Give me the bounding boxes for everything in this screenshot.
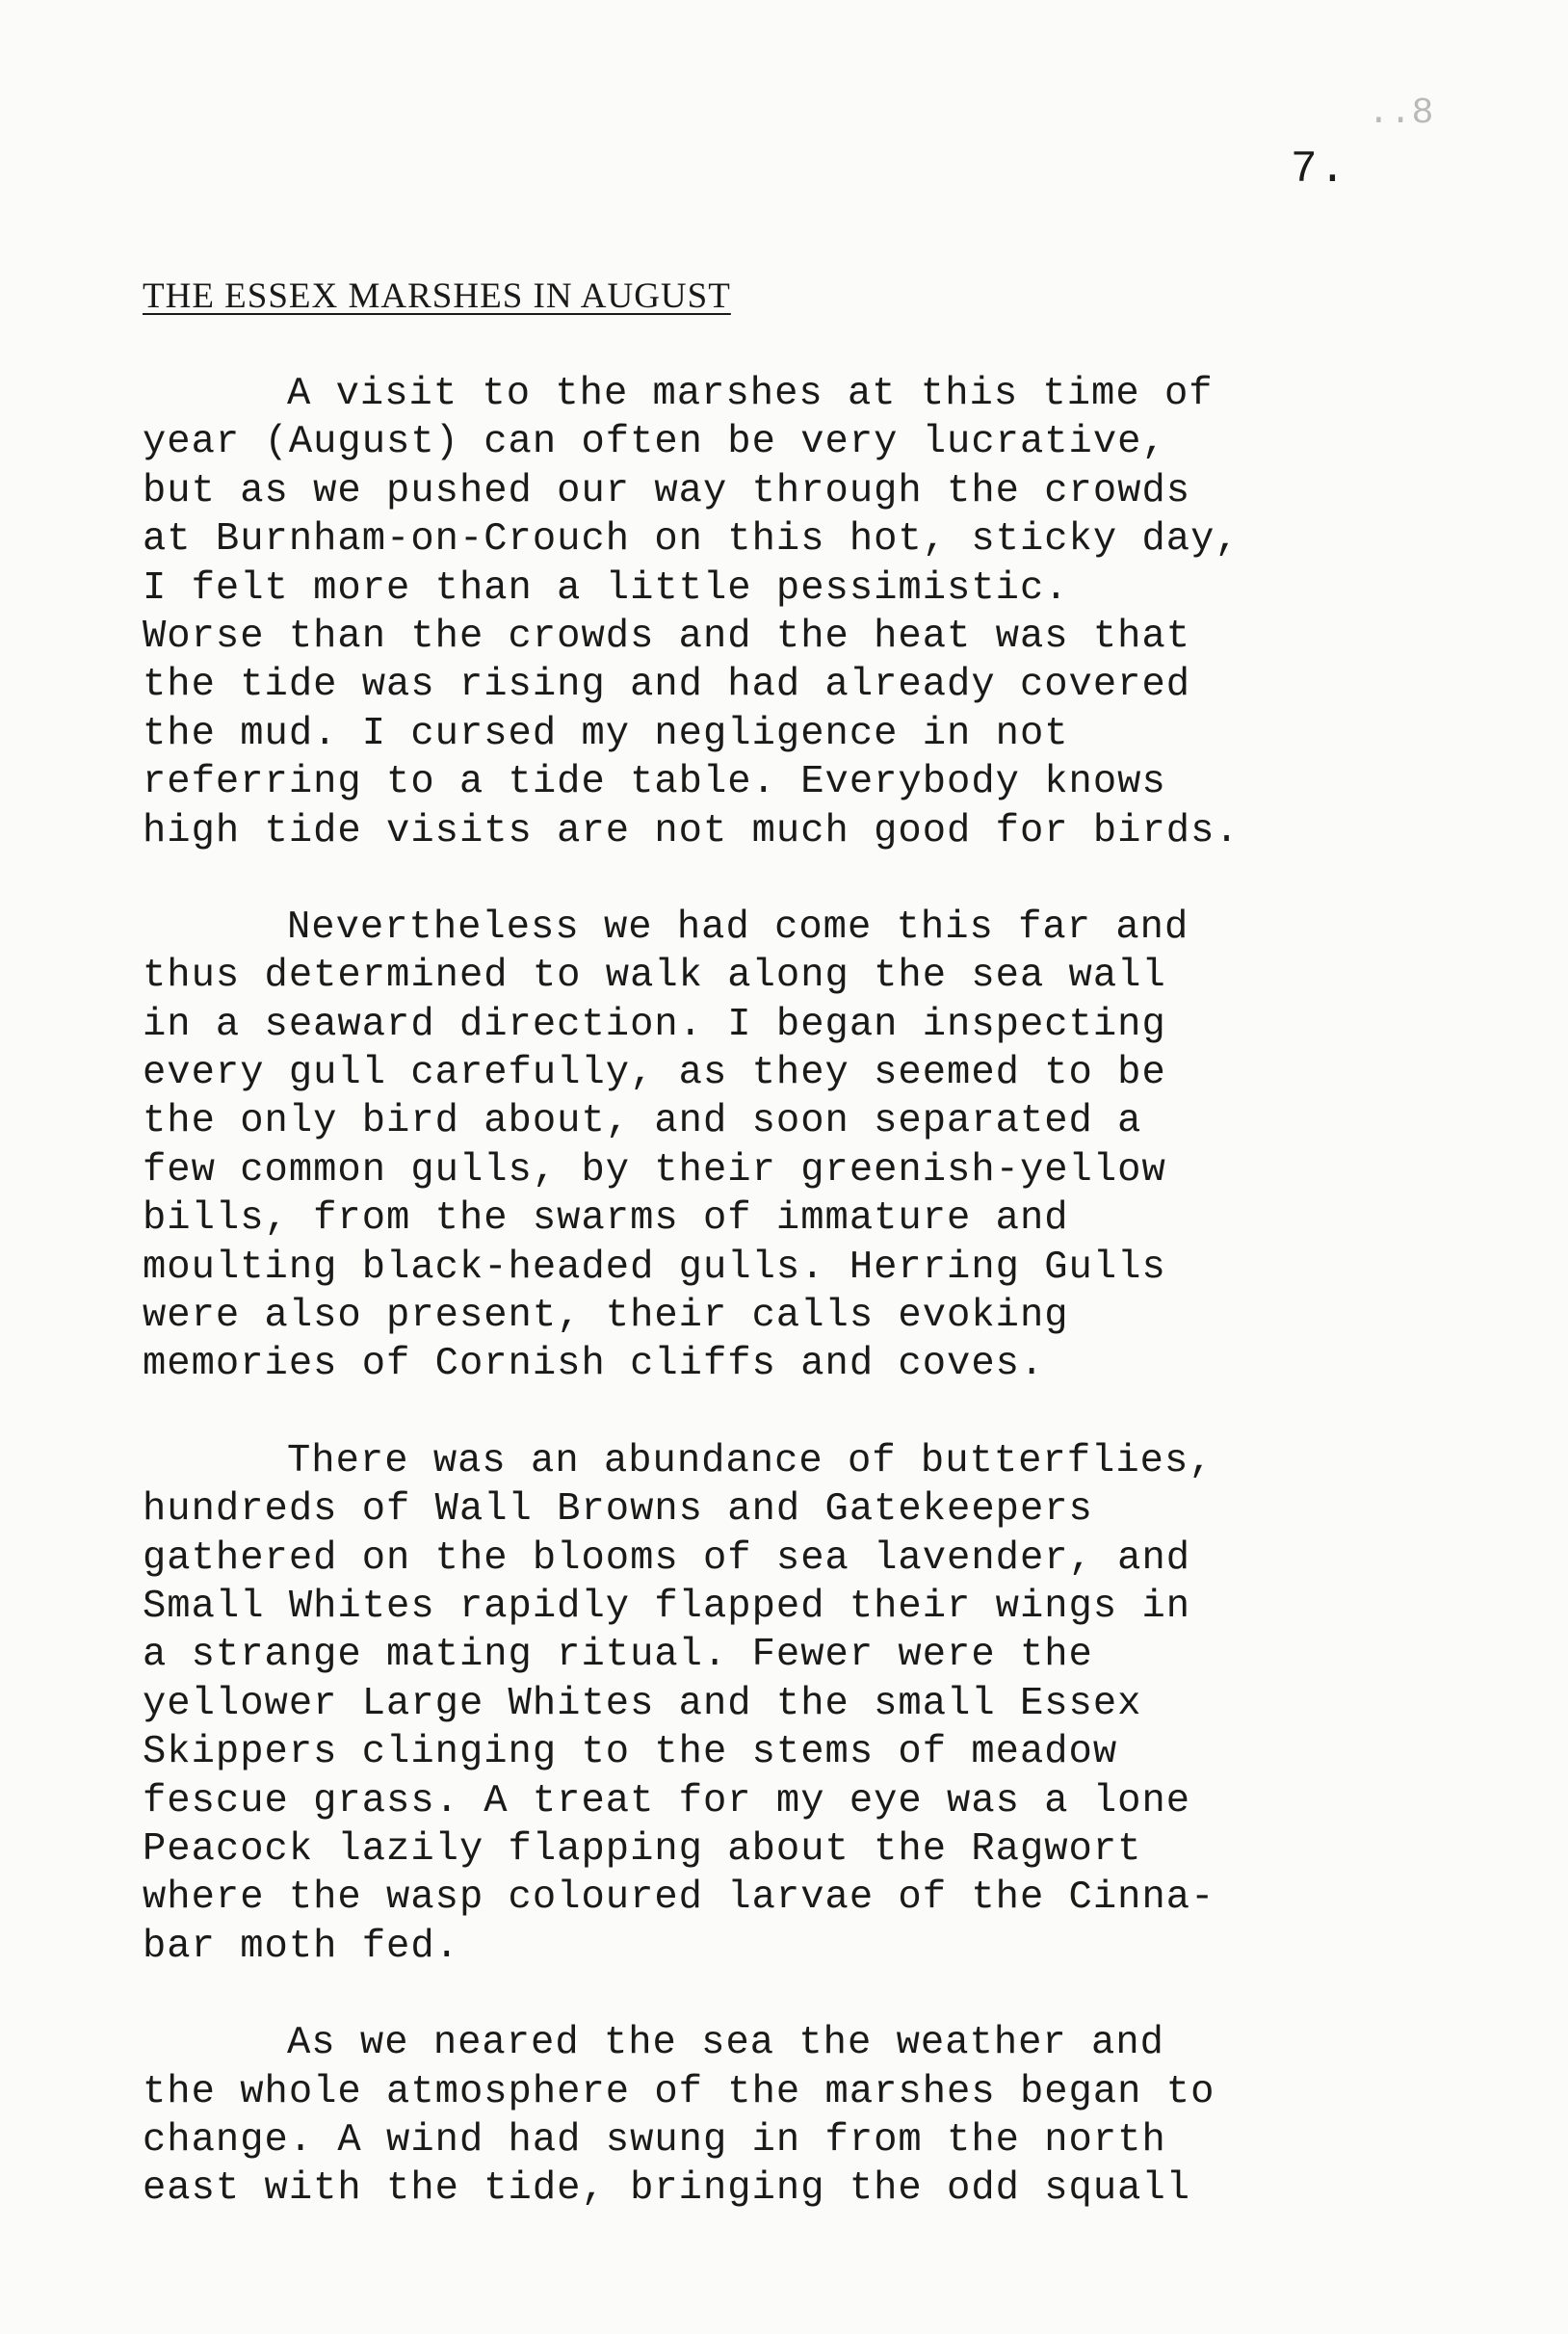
text-line: Peacock lazily flapping about the Ragwort: [143, 1826, 1142, 1872]
text-line: at Burnham-on-Crouch on this hot, sticky day,: [143, 517, 1240, 563]
paragraph: [143, 2019, 1452, 2214]
text-line: There was an abundance of butterflies,: [287, 1438, 1214, 1483]
text-line: the tide was rising and had already covered: [143, 663, 1191, 708]
text-line: referring to a tide table. Everybody knows: [143, 760, 1166, 805]
text-line: moulting black-headed gulls. Herring Gulls: [143, 1245, 1166, 1290]
text-line: high tide visits are not much good for birds.: [143, 808, 1240, 853]
page-number: 7.: [1291, 144, 1348, 195]
text-line: memories of Cornish cliffs and coves.: [143, 1342, 1045, 1387]
text-line: change. A wind had swung in from the north: [143, 2117, 1166, 2163]
text-line: gathered on the blooms of sea lavender, and: [143, 1535, 1191, 1581]
text-line: I felt more than a little pessimistic.: [143, 565, 1069, 611]
text-line: the only bird about, and soon separated a: [143, 1099, 1142, 1144]
article-title: THE ESSEX MARSHES IN AUGUST: [143, 276, 731, 316]
text-line: but as we pushed our way through the crowds: [143, 468, 1191, 513]
text-line: Nevertheless we had come this far and: [287, 905, 1189, 950]
text-line: yellower Large Whites and the small Essex: [143, 1681, 1142, 1726]
text-line: Small Whites rapidly flapped their wings in: [143, 1584, 1191, 1629]
text-line: the mud. I cursed my negligence in not: [143, 711, 1069, 756]
text-line: in a seaward direction. I began inspecting: [143, 1002, 1166, 1047]
text-line: thus determined to walk along the sea wall: [143, 954, 1166, 999]
text-line: Worse than the crowds and the heat was that: [143, 614, 1191, 659]
paragraph: [143, 904, 1452, 1389]
corner-mark: ..8: [1368, 92, 1434, 134]
text-line: bar moth fed.: [143, 1924, 459, 1969]
paragraph: [143, 370, 1452, 855]
text-line: where the wasp coloured larvae of the Cinna-: [143, 1875, 1215, 1921]
text-line: east with the tide, bringing the odd squall: [143, 2166, 1191, 2212]
paragraph: [143, 1437, 1452, 1971]
text-line: hundreds of Wall Browns and Gatekeepers: [143, 1487, 1093, 1533]
text-line: a strange mating ritual. Fewer were the: [143, 1633, 1093, 1678]
text-line: bills, from the swarms of immature and: [143, 1196, 1069, 1242]
text-line: Skippers clinging to the stems of meadow: [143, 1730, 1118, 1775]
text-line: the whole atmosphere of the marshes began to: [143, 2069, 1215, 2114]
text-line: few common gulls, by their greenish-yellow: [143, 1147, 1166, 1193]
article-body: [143, 370, 1452, 2262]
text-line: As we neared the sea the weather and: [287, 2021, 1164, 2066]
text-line: fescue grass. A treat for my eye was a lone: [143, 1778, 1191, 1823]
text-line: year (August) can often be very lucrative,: [143, 420, 1166, 465]
text-line: were also present, their calls evoking: [143, 1294, 1069, 1339]
text-line: every gull carefully, as they seemed to be: [143, 1051, 1166, 1096]
text-line: A visit to the marshes at this time of: [287, 372, 1214, 416]
